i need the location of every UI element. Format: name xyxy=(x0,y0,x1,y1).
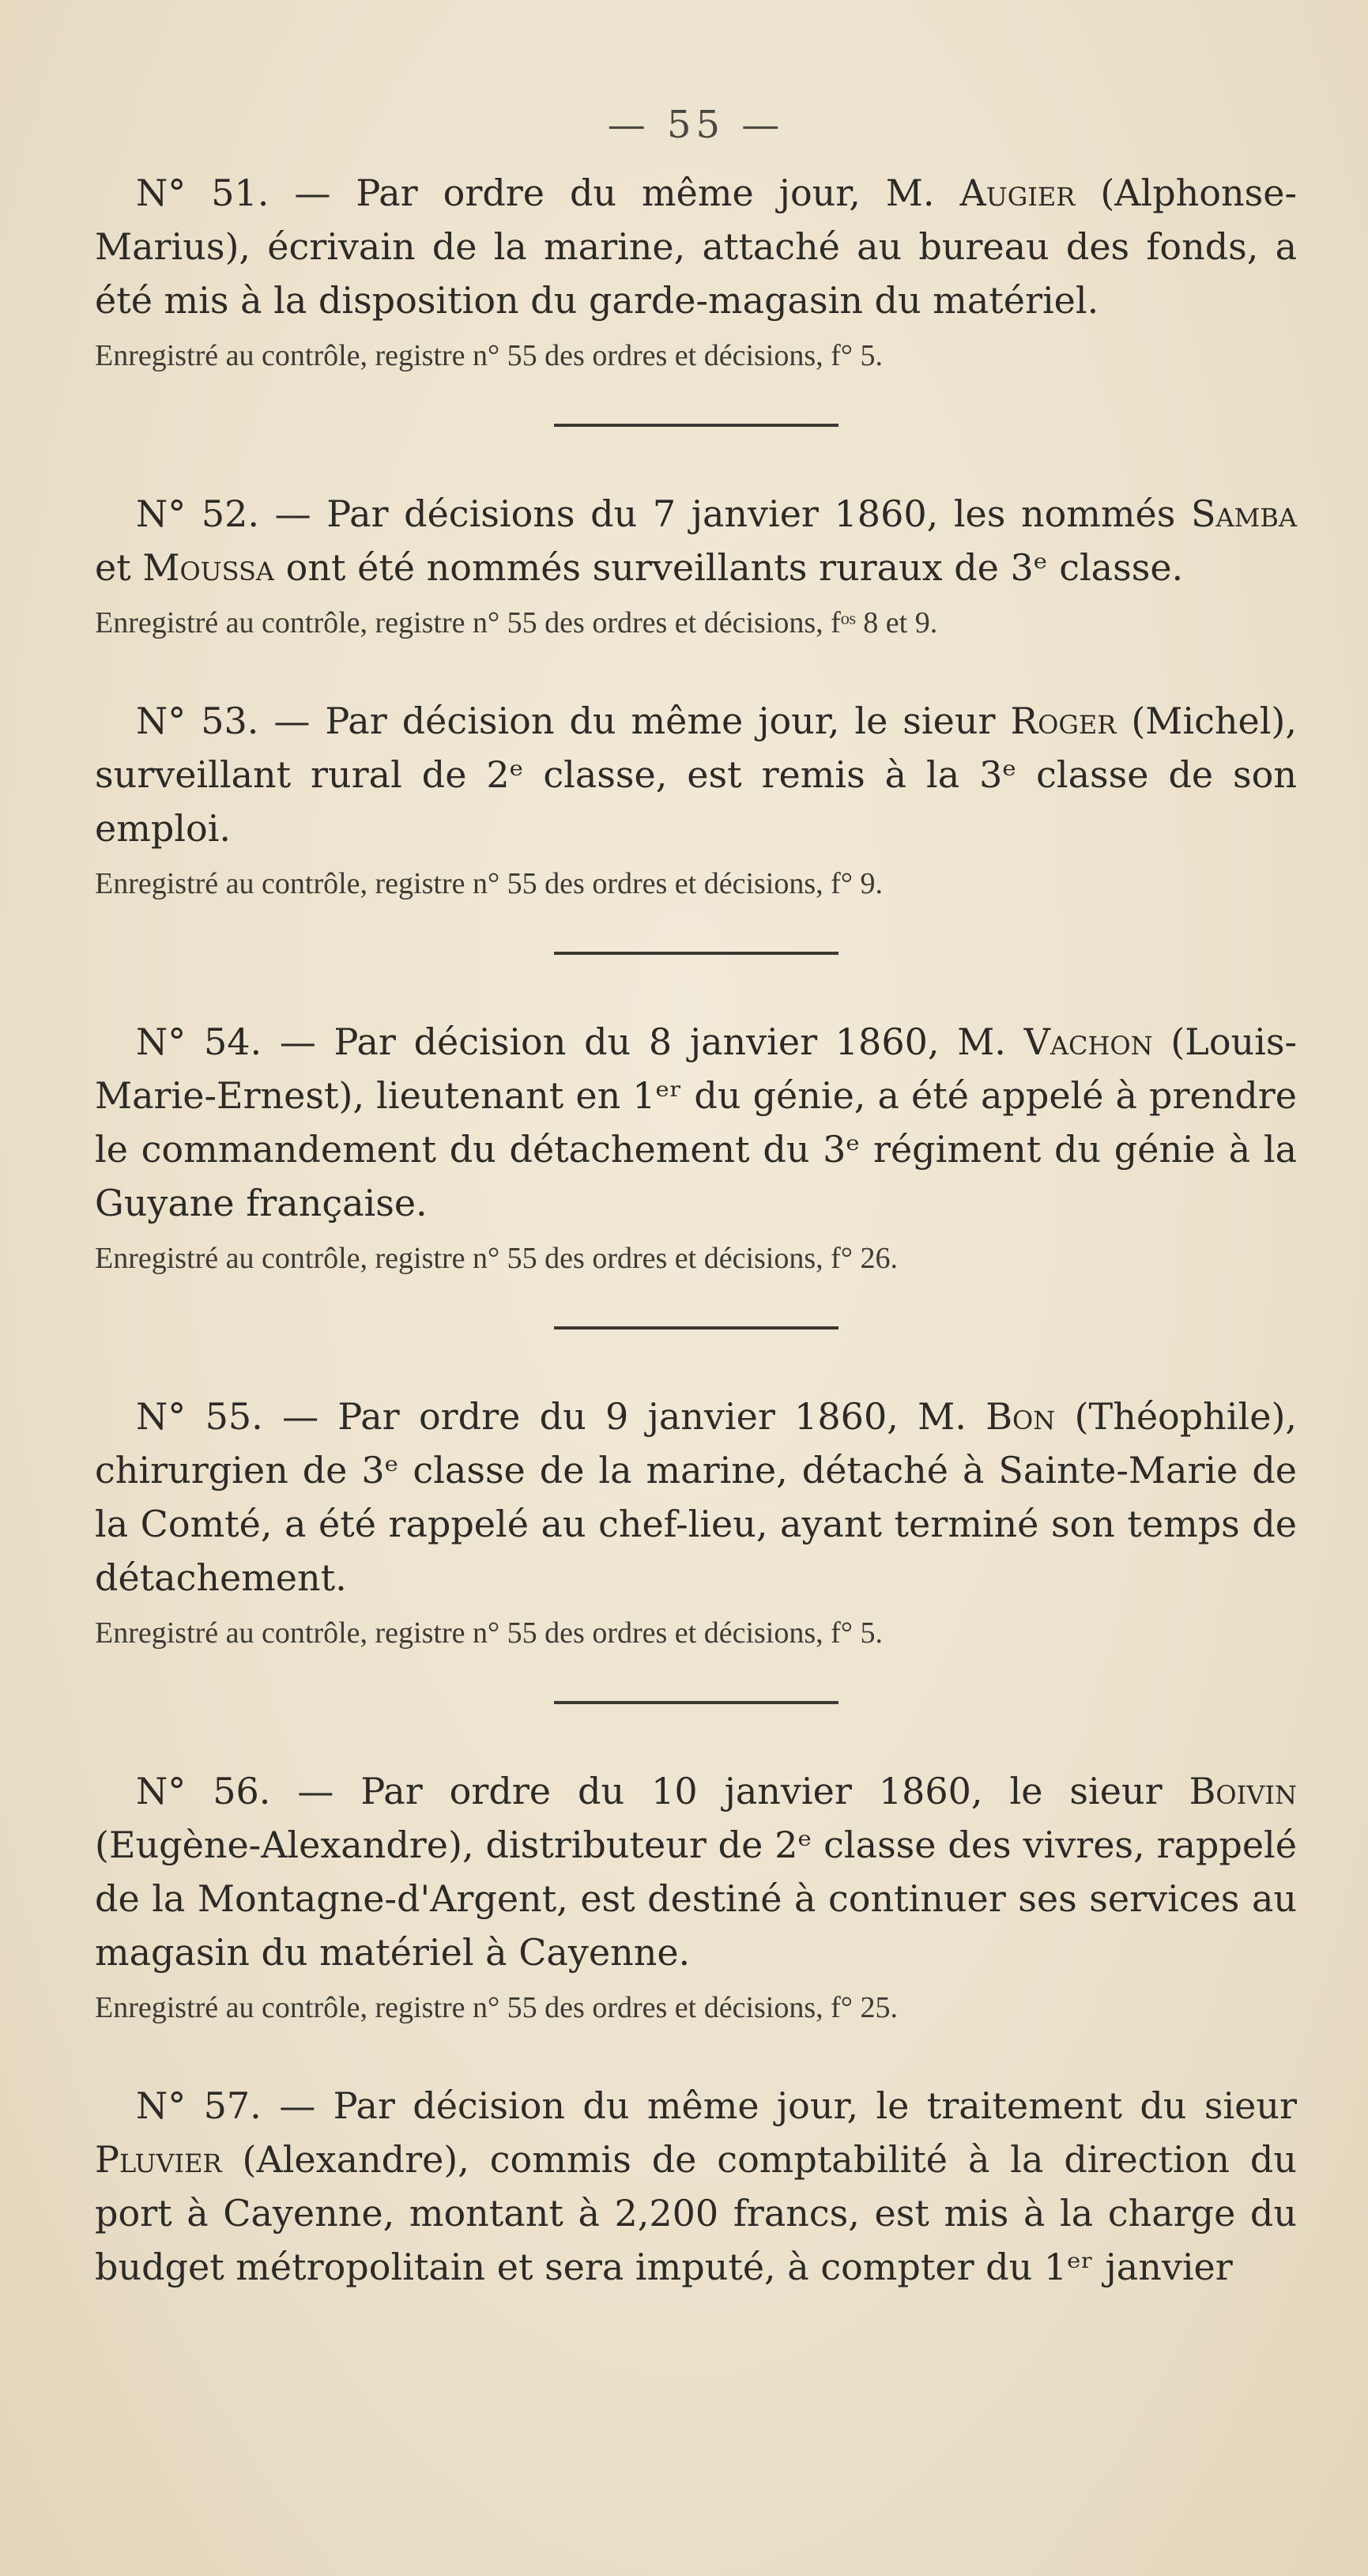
entry-54-text xyxy=(95,1015,1297,1230)
entry-57-number: N° 57. xyxy=(136,2084,262,2127)
entry-53-registration: Enregistré au contrôle, registre n° 55 des ordres et décisions, f° 9. xyxy=(95,867,883,900)
entry-53-name: Roger xyxy=(1010,700,1117,742)
entry-53-text-b: (Michel), surveillant rural de 2ᵉ classe, est remis à la 3ᵉ classe de son emploi. xyxy=(95,700,1297,850)
entry-55-text-a: — Par ordre du 9 janvier 1860, M. xyxy=(282,1395,986,1438)
entry-51 xyxy=(95,166,1297,379)
entry-51-number: N° 51. xyxy=(136,172,269,214)
divider-rule xyxy=(554,1326,839,1329)
divider-rule xyxy=(554,424,839,427)
entry-55-registration: Enregistré au contrôle, registre n° 55 des ordres et décisions, f° 5. xyxy=(95,1616,883,1650)
entry-57-text-b: (Alexandre), commis de comptabilité à la direction du port à Cayenne, montant à 2,200 francs, est mis à la charge du budget métropolitain et sera imputé, à compter du 1ᵉʳ janvier xyxy=(95,2138,1297,2288)
entry-57-text-a: — Par décision du même jour, le traitement du sieur xyxy=(279,2084,1298,2127)
entry-56-text-a: — Par ordre du 10 janvier 1860, le sieur xyxy=(297,1770,1189,1812)
divider-rule xyxy=(554,1701,839,1704)
entry-55-number: N° 55. xyxy=(136,1395,263,1438)
entry-52-text-a: — Par décisions du 7 janvier 1860, les nommés xyxy=(274,492,1191,535)
entry-56-number: N° 56. xyxy=(136,1770,271,1812)
entry-52 xyxy=(95,487,1297,647)
entry-53-number: N° 53. xyxy=(136,700,259,742)
entry-51-text-b: (Alphonse-Marius), écrivain de la marine, attaché au bureau des fonds, a été mis à la disposition du garde-magasin du matériel. xyxy=(95,172,1297,322)
entry-57 xyxy=(95,2079,1297,2294)
entry-52-text xyxy=(95,487,1297,594)
entry-53 xyxy=(95,694,1297,907)
entry-55-text-b: (Théophile), chirurgien de 3ᵉ classe de la marine, détaché à Sainte-Marie de la Comté, a été rappelé au chef-lieu, ayant terminé son temps de détachement. xyxy=(95,1395,1298,1599)
entry-51-name: Augier xyxy=(959,172,1076,214)
page-number: — 55 — xyxy=(607,103,785,147)
entry-57-text xyxy=(95,2079,1297,2294)
entry-55-text xyxy=(95,1390,1297,1605)
spacer xyxy=(95,647,1297,694)
entry-53-text xyxy=(95,694,1297,855)
entry-54-text-a: — Par décision du 8 janvier 1860, M. xyxy=(279,1020,1024,1063)
entry-51-text-a: — Par ordre du même jour, M. xyxy=(294,172,960,214)
entry-53-text-a: — Par décision du même jour, le sieur xyxy=(273,700,1011,742)
entry-52-text-b: ont été nommés surveillants ruraux de 3ᵉ classe. xyxy=(274,546,1184,589)
entry-52-number: N° 52. xyxy=(136,492,260,535)
entry-56-registration: Enregistré au contrôle, registre n° 55 des ordres et décisions, f° 25. xyxy=(95,1991,898,2024)
entry-54-text-b: (Louis-Marie-Ernest), lieutenant en 1ᵉʳ du génie, a été appelé à prendre le commandement du détachement du 3ᵉ régiment du génie à la Guyane française. xyxy=(95,1020,1297,1224)
spacer xyxy=(95,2031,1297,2079)
entry-54 xyxy=(95,1015,1297,1282)
entry-52-name2: Moussa xyxy=(142,546,275,589)
entry-57-name: Pluvier xyxy=(95,2138,222,2181)
entry-52-name: Samba xyxy=(1190,492,1297,535)
entry-52-text-mid: et xyxy=(95,546,143,589)
divider-rule xyxy=(554,952,839,955)
entry-55-name: Bon xyxy=(985,1395,1056,1438)
entry-54-name: Vachon xyxy=(1023,1020,1153,1063)
entry-51-registration: Enregistré au contrôle, registre n° 55 des ordres et décisions, f° 5. xyxy=(95,339,883,372)
entry-56-text-b: (Eugène-Alexandre), distributeur de 2ᵉ classe des vivres, rappelé de la Montagne-d'Argent, est destiné à continuer ses services au magasin du matériel à Cayenne. xyxy=(95,1824,1297,1974)
entry-54-number: N° 54. xyxy=(136,1020,262,1063)
entry-56 xyxy=(95,1764,1297,2031)
entry-56-name: Boivin xyxy=(1189,1770,1298,1812)
entry-56-text xyxy=(95,1764,1297,1979)
entry-54-registration: Enregistré au contrôle, registre n° 55 des ordres et décisions, f° 26. xyxy=(95,1242,898,1275)
entry-55 xyxy=(95,1390,1297,1657)
entry-52-registration: Enregistré au contrôle, registre n° 55 des ordres et décisions, fᵒˢ 8 et 9. xyxy=(95,606,938,639)
entry-51-text xyxy=(95,166,1297,327)
